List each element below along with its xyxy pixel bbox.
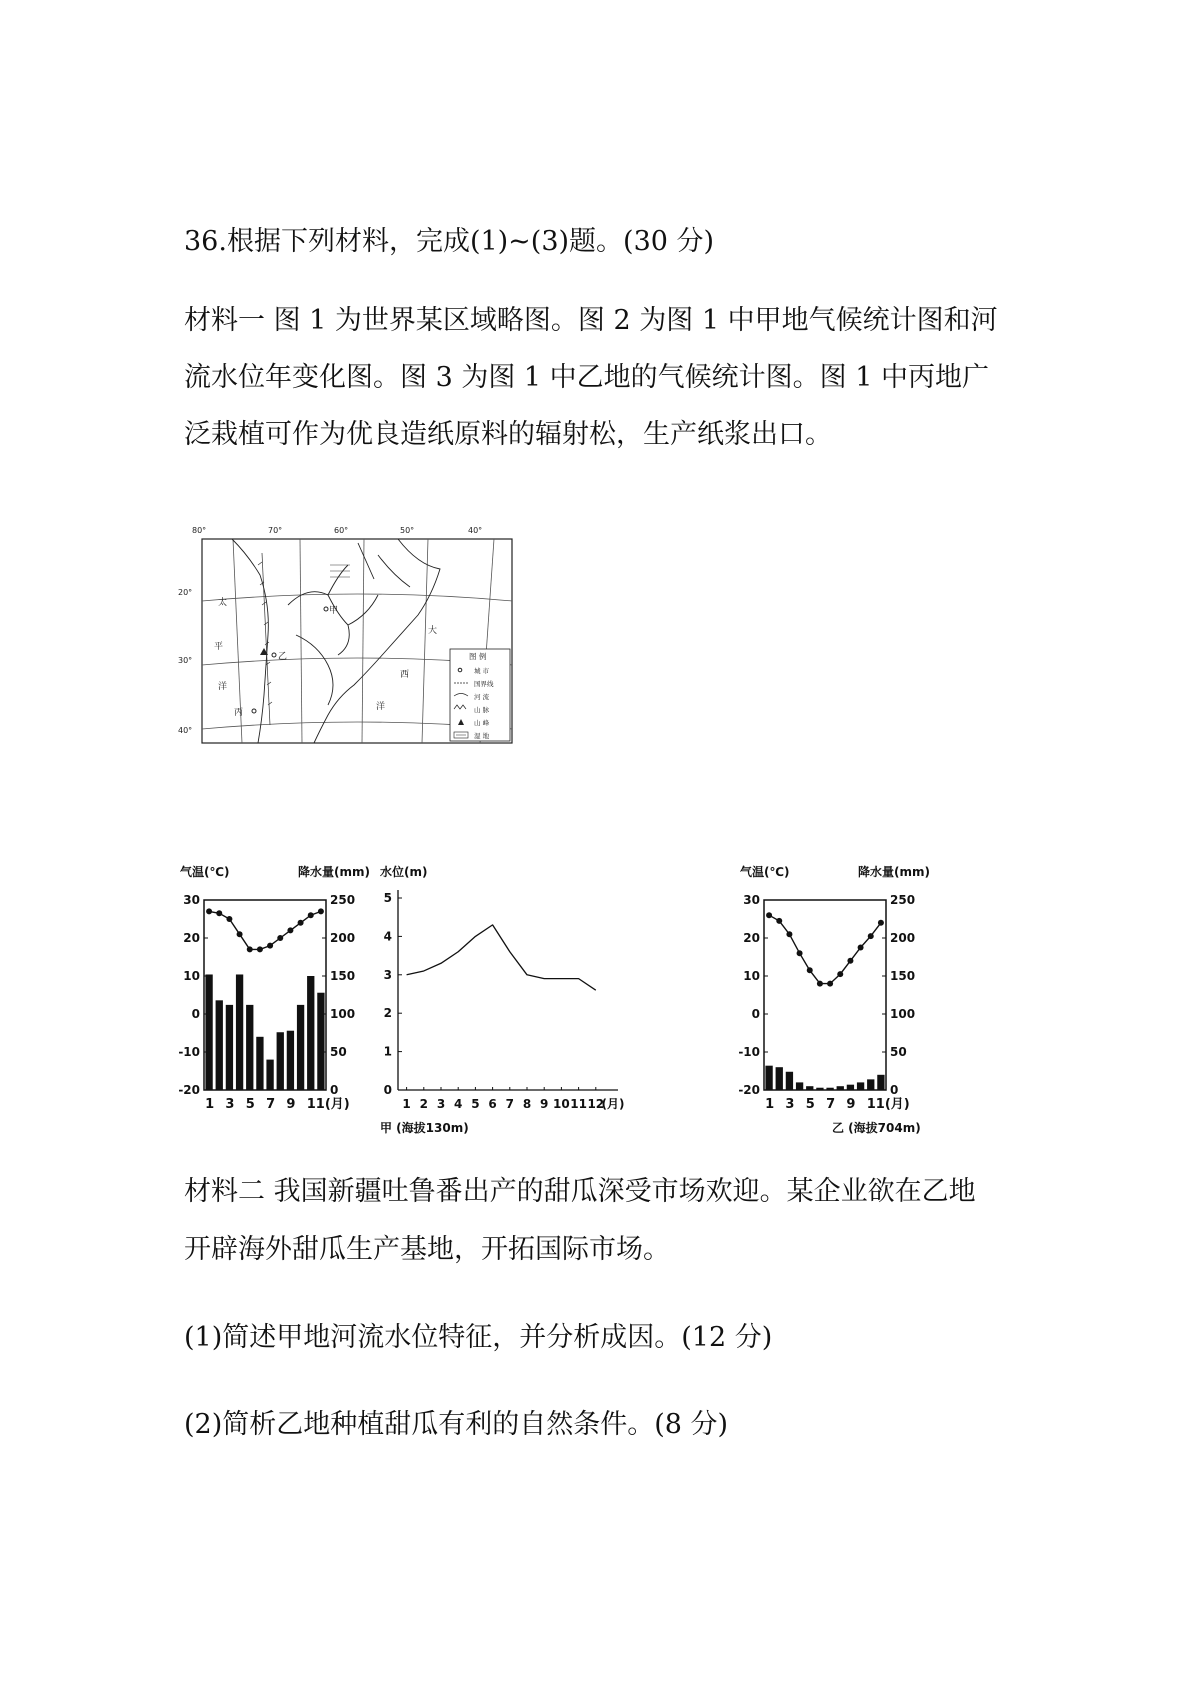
chart-caption: 甲 (海拔130m) bbox=[380, 1121, 469, 1135]
water-y-tick-label: 0 bbox=[383, 1083, 392, 1097]
chart-caption: 乙 (海拔704m) bbox=[832, 1121, 921, 1135]
lon-label: 60° bbox=[334, 526, 349, 535]
precip-bar bbox=[806, 1086, 813, 1090]
legend-item: 城 市 bbox=[474, 667, 490, 675]
temp-tick-label: 0 bbox=[751, 1007, 760, 1021]
water-level-chart bbox=[380, 862, 686, 1162]
precip-tick-label: 200 bbox=[890, 931, 916, 945]
place-yi: 乙 bbox=[278, 652, 288, 662]
temperature-line bbox=[209, 911, 321, 949]
precip-bar bbox=[826, 1088, 833, 1090]
month-tick-label: 5 bbox=[805, 1097, 815, 1112]
temperature-point bbox=[206, 908, 212, 914]
precip-tick-label: 50 bbox=[330, 1045, 347, 1059]
water-y-tick-label: 5 bbox=[383, 891, 392, 905]
temp-tick-label: -10 bbox=[178, 1045, 200, 1059]
month-tick-label: 9 bbox=[846, 1097, 856, 1112]
precip-bar bbox=[796, 1082, 803, 1090]
precip-bar bbox=[236, 974, 243, 1090]
temperature-point bbox=[226, 916, 232, 922]
precip-tick-label: 150 bbox=[890, 969, 916, 983]
precip-tick-label: 100 bbox=[890, 1007, 916, 1021]
precip-bar bbox=[246, 1005, 253, 1090]
temperature-point bbox=[257, 946, 263, 952]
month-tick-label: 7 bbox=[826, 1097, 836, 1112]
plot-frame bbox=[764, 900, 886, 1090]
precip-tick-label: 250 bbox=[890, 893, 916, 907]
ocean-label: 洋 bbox=[376, 702, 386, 712]
water-x-tick-label: 6 bbox=[488, 1097, 497, 1111]
month-tick-label: 5 bbox=[245, 1097, 255, 1112]
temperature-point bbox=[847, 958, 853, 964]
lat-label: 30° bbox=[178, 656, 193, 665]
temperature-point bbox=[298, 920, 304, 926]
temperature-point bbox=[216, 910, 222, 916]
precip-bar bbox=[857, 1082, 864, 1090]
precip-bar bbox=[776, 1067, 783, 1090]
material2-line2: 开辟海外甜瓜生产基地，开拓国际市场。 bbox=[184, 1234, 670, 1265]
legend-item: 湿 地 bbox=[474, 732, 490, 740]
precip-bar bbox=[266, 1060, 273, 1090]
precip-bar bbox=[317, 993, 324, 1090]
material2-line1: 材料二 我国新疆吐鲁番出产的甜瓜深受市场欢迎。某企业欲在乙地 bbox=[184, 1176, 976, 1207]
precip-bar bbox=[297, 1005, 304, 1090]
ocean-label: 大 bbox=[428, 626, 438, 636]
question-1: (1)简述甲地河流水位特征，并分析成因。(12 分) bbox=[184, 1322, 773, 1353]
precip-tick-label: 0 bbox=[330, 1083, 339, 1097]
right-axis-label: 降水量(mm) bbox=[298, 865, 370, 879]
temp-tick-label: -10 bbox=[738, 1045, 760, 1059]
month-tick-label: 11(月) bbox=[306, 1097, 350, 1112]
temperature-point bbox=[827, 981, 833, 987]
lon-label: 50° bbox=[400, 526, 415, 535]
precip-tick-label: 0 bbox=[890, 1083, 899, 1097]
temperature-point bbox=[858, 945, 864, 951]
legend-title: 图 例 bbox=[469, 652, 487, 661]
temperature-point bbox=[267, 943, 273, 949]
month-tick-label: 3 bbox=[785, 1097, 795, 1112]
temperature-point bbox=[786, 931, 792, 937]
temp-tick-label: 10 bbox=[743, 969, 760, 983]
temperature-point bbox=[837, 971, 843, 977]
temperature-point bbox=[237, 931, 243, 937]
precip-bar bbox=[287, 1031, 294, 1090]
temp-tick-label: 10 bbox=[183, 969, 200, 983]
temperature-point bbox=[817, 981, 823, 987]
map-legend bbox=[450, 649, 510, 741]
left-axis-label: 气温(℃) bbox=[180, 865, 230, 879]
material1-line2: 流水位年变化图。图 3 为图 1 中乙地的气候统计图。图 1 中丙地广 bbox=[184, 362, 990, 393]
month-tick-label: 9 bbox=[286, 1097, 296, 1112]
lat-label: 40° bbox=[178, 726, 193, 735]
water-y-tick-label: 4 bbox=[383, 929, 392, 944]
temperature-point bbox=[766, 912, 772, 918]
water-x-tick-label: 12 bbox=[587, 1097, 605, 1111]
place-jia: 甲 bbox=[329, 606, 339, 616]
temp-tick-label: 20 bbox=[183, 931, 200, 945]
water-x-tick-label: 8 bbox=[522, 1097, 532, 1111]
temperature-point bbox=[797, 950, 803, 956]
temperature-point bbox=[807, 967, 813, 973]
temperature-line bbox=[769, 915, 881, 983]
temperature-point bbox=[247, 946, 253, 952]
water-y-tick-label: 2 bbox=[383, 1006, 392, 1021]
right-axis-label: 降水量(mm) bbox=[858, 865, 930, 879]
temp-tick-label: 30 bbox=[743, 893, 760, 907]
water-ylabel: 水位(m) bbox=[380, 865, 428, 879]
water-x-tick-label: 3 bbox=[436, 1097, 446, 1111]
water-y-tick-label: 3 bbox=[383, 967, 392, 982]
ocean-label: 洋 bbox=[218, 682, 228, 692]
water-x-tick-label: 1 bbox=[402, 1097, 411, 1111]
precip-bar bbox=[307, 976, 314, 1090]
water-x-tick-label: 10 bbox=[553, 1097, 570, 1111]
precip-bar bbox=[867, 1079, 874, 1090]
precip-bar bbox=[277, 1032, 284, 1090]
lon-label: 80° bbox=[192, 526, 207, 535]
month-tick-label: 7 bbox=[266, 1097, 276, 1112]
precip-bar bbox=[216, 1000, 223, 1090]
precip-bar bbox=[256, 1037, 263, 1090]
temp-tick-label: -20 bbox=[738, 1083, 760, 1097]
temperature-point bbox=[776, 918, 782, 924]
month-tick-label: 1 bbox=[205, 1097, 215, 1112]
temperature-point bbox=[308, 912, 314, 918]
temperature-point bbox=[277, 935, 283, 941]
lon-label: 70° bbox=[268, 526, 283, 535]
water-x-tick-label: 5 bbox=[471, 1097, 480, 1111]
material1-line1: 材料一 图 1 为世界某区域略图。图 2 为图 1 中甲地气候统计图和河 bbox=[184, 305, 998, 336]
precip-bar bbox=[786, 1072, 793, 1090]
ocean-label: 太 bbox=[218, 598, 228, 608]
precip-tick-label: 250 bbox=[330, 893, 356, 907]
temp-tick-label: 20 bbox=[743, 931, 760, 945]
legend-item: 国界线 bbox=[474, 680, 494, 688]
precip-bar bbox=[205, 974, 212, 1090]
month-tick-label: 1 bbox=[765, 1097, 775, 1112]
region-map bbox=[178, 525, 516, 747]
jia-climate-chart bbox=[180, 862, 385, 1132]
precip-bar bbox=[877, 1075, 884, 1090]
precip-tick-label: 150 bbox=[330, 969, 356, 983]
precip-bar bbox=[847, 1085, 854, 1090]
water-x-tick-label: 2 bbox=[419, 1097, 428, 1111]
lon-label: 40° bbox=[468, 526, 483, 535]
month-tick-label: 11(月) bbox=[866, 1097, 910, 1112]
temp-tick-label: -20 bbox=[178, 1083, 200, 1097]
temp-tick-label: 0 bbox=[191, 1007, 200, 1021]
precip-bar bbox=[226, 1005, 233, 1090]
question-2: (2)简析乙地种植甜瓜有利的自然条件。(8 分) bbox=[184, 1409, 729, 1440]
temperature-point bbox=[287, 927, 293, 933]
place-bing: 丙 bbox=[234, 708, 244, 718]
precip-bar bbox=[816, 1088, 823, 1090]
precip-tick-label: 200 bbox=[330, 931, 356, 945]
temperature-point bbox=[878, 920, 884, 926]
precip-tick-label: 50 bbox=[890, 1045, 907, 1059]
water-level-line bbox=[407, 925, 596, 990]
left-axis-label: 气温(℃) bbox=[740, 865, 790, 879]
water-y-tick-label: 1 bbox=[383, 1044, 392, 1059]
temperature-point bbox=[868, 933, 874, 939]
precip-bar bbox=[765, 1066, 772, 1090]
ocean-label: 平 bbox=[214, 642, 224, 652]
legend-item: 山 脉 bbox=[474, 706, 490, 714]
material1-line3: 泛栽植可作为优良造纸原料的辐射松，生产纸浆出口。 bbox=[184, 419, 832, 450]
question-title: 36.根据下列材料，完成(1)~(3)题。(30 分) bbox=[184, 226, 715, 257]
water-x-tick-label: (月) bbox=[601, 1097, 625, 1111]
yi-climate-chart bbox=[740, 862, 945, 1162]
precip-bar bbox=[837, 1086, 844, 1090]
lat-label: 20° bbox=[178, 588, 193, 597]
legend-item: 山 峰 bbox=[474, 719, 490, 727]
water-x-tick-label: 11 bbox=[570, 1097, 587, 1111]
legend-item: 河 流 bbox=[474, 693, 490, 701]
precip-tick-label: 100 bbox=[330, 1007, 356, 1021]
month-tick-label: 3 bbox=[225, 1097, 235, 1112]
temp-tick-label: 30 bbox=[183, 893, 200, 907]
water-x-tick-label: 4 bbox=[454, 1097, 463, 1111]
water-x-tick-label: 9 bbox=[540, 1097, 549, 1111]
water-x-tick-label: 7 bbox=[505, 1097, 514, 1111]
ocean-label: 西 bbox=[400, 670, 410, 680]
temperature-point bbox=[318, 908, 324, 914]
